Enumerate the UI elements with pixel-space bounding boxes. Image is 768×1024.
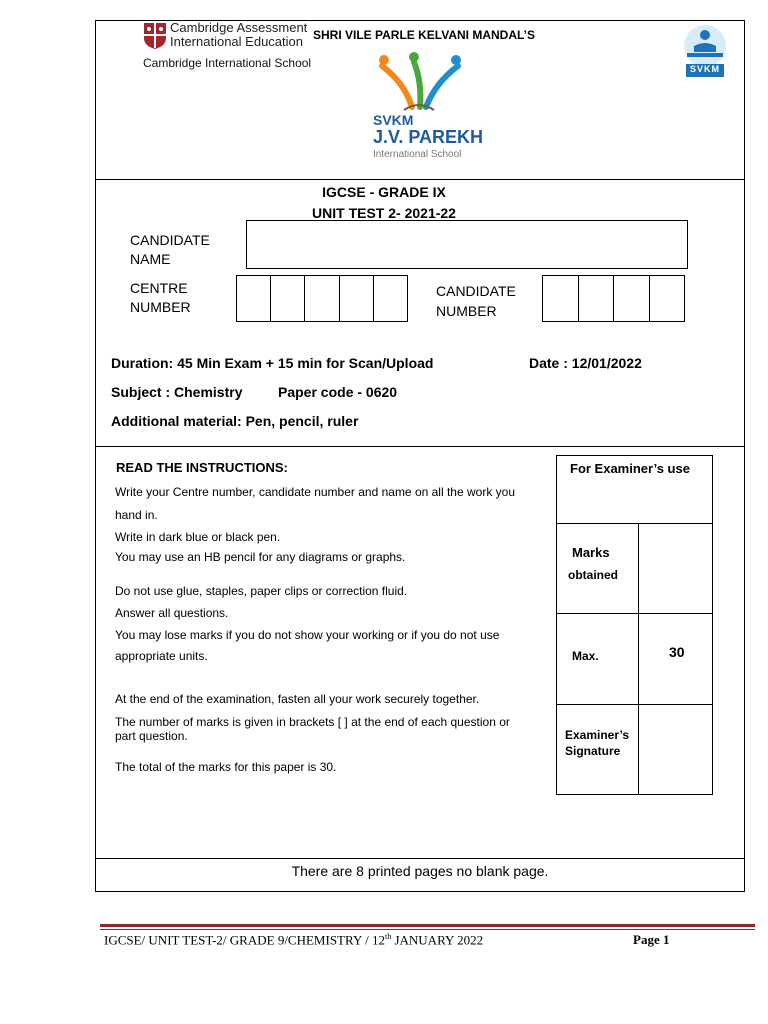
instruction-line: appropriate units. [115,649,208,663]
cambridge-shield-icon [143,22,167,50]
candidate-name-label-2: NAME [130,251,171,267]
exam-date: Date : 12/01/2022 [529,355,642,371]
centre-number-label-2: NUMBER [130,299,191,315]
footer-title-sup: th [384,932,392,941]
test-title: UNIT TEST 2- 2021-22 [312,205,456,220]
school-logo-sub: International School [373,149,462,160]
candidate-number-cell[interactable] [650,276,685,321]
max-label: Max. [572,649,599,663]
cambridge-school-label: Cambridge International School [143,56,312,70]
candidate-number-cell[interactable] [579,276,615,321]
centre-number-cell[interactable] [340,276,374,321]
instruction-line: Write in dark blue or black pen. [115,530,281,544]
instruction-line: Write your Centre number, candidate number and name on all the work you [115,485,515,499]
candidate-number-label-2: NUMBER [436,303,497,319]
page-number: Page 1 [633,932,670,947]
footer-rule [100,924,755,927]
centre-number-label-1: CENTRE [130,280,188,296]
instruction-line: Do not use glue, staples, paper clips or correction fluid. [115,584,408,598]
candidate-name-label-1: CANDIDATE [130,232,210,248]
candidate-number-cell[interactable] [543,276,579,321]
instruction-line: Answer all questions. [115,606,229,620]
cambridge-name-line2: International Education [170,34,303,49]
instruction-line: You may use an HB pencil for any diagrams or graphs. [115,550,406,564]
instruction-line: At the end of the examination, fasten all your work securely together. [115,692,480,706]
centre-number-cell[interactable] [271,276,305,321]
max-value: 30 [669,644,685,660]
paper-code: Paper code - 0620 [278,384,398,400]
instructions-heading: READ THE INSTRUCTIONS: [116,460,288,475]
examiner-title: For Examiner’s use [570,461,690,476]
instruction-line: The total of the marks for this paper is 30. [115,760,337,774]
grade-title: IGCSE - GRADE IX [322,184,446,200]
centre-number-cell[interactable] [374,276,407,321]
instruction-line: You may lose marks if you do not show your working or if you do not use [115,628,500,642]
footer-rule-thin [100,929,755,930]
marks-label-1: Marks [572,545,610,560]
candidate-number-field[interactable] [542,275,685,322]
school-logo-name: J.V. PAREKH [373,127,484,147]
centre-number-cell[interactable] [305,276,339,321]
centre-number-field[interactable] [236,275,408,322]
subject: Subject : Chemistry [111,384,243,400]
duration: Duration: 45 Min Exam + 15 min for Scan/Upload [111,355,434,371]
cambridge-name-line1: Cambridge Assessment [170,20,308,35]
org-name: SHRI VILE PARLE KELVANI MANDAL’S [313,28,536,42]
signature-label-1: Examiner’s [565,728,630,742]
instruction-line: part question. [115,729,188,743]
emblem-text: SVKM [690,64,721,74]
candidate-name-field[interactable] [246,220,688,269]
divider-details [95,446,745,447]
signature-label-2: Signature [565,744,621,758]
candidate-number-label-1: CANDIDATE [436,283,516,299]
pages-note: There are 8 printed pages no blank page. [291,863,549,879]
centre-number-cell[interactable] [237,276,271,321]
divider-header [95,179,745,180]
footer-title-month: JANUARY 2022 [391,932,484,948]
footer-title-text: IGCSE/ UNIT TEST-2/ GRADE 9/CHEMISTRY / 12 [104,932,385,948]
svkm-logo-text: SVKM [373,112,414,128]
people-logo-icon [374,52,464,112]
marks-label-2: obtained [568,568,618,582]
instruction-line: hand in. [115,508,158,522]
candidate-number-cell[interactable] [614,276,650,321]
marks-obtained-field[interactable] [638,523,713,613]
footer-title [104,932,483,948]
signature-field[interactable] [638,705,713,794]
additional-material: Additional material: Pen, pencil, ruler [111,413,359,429]
divider-footer-note [95,858,745,859]
instruction-line: The number of marks is given in brackets [ ] at the end of each question or [115,715,510,729]
